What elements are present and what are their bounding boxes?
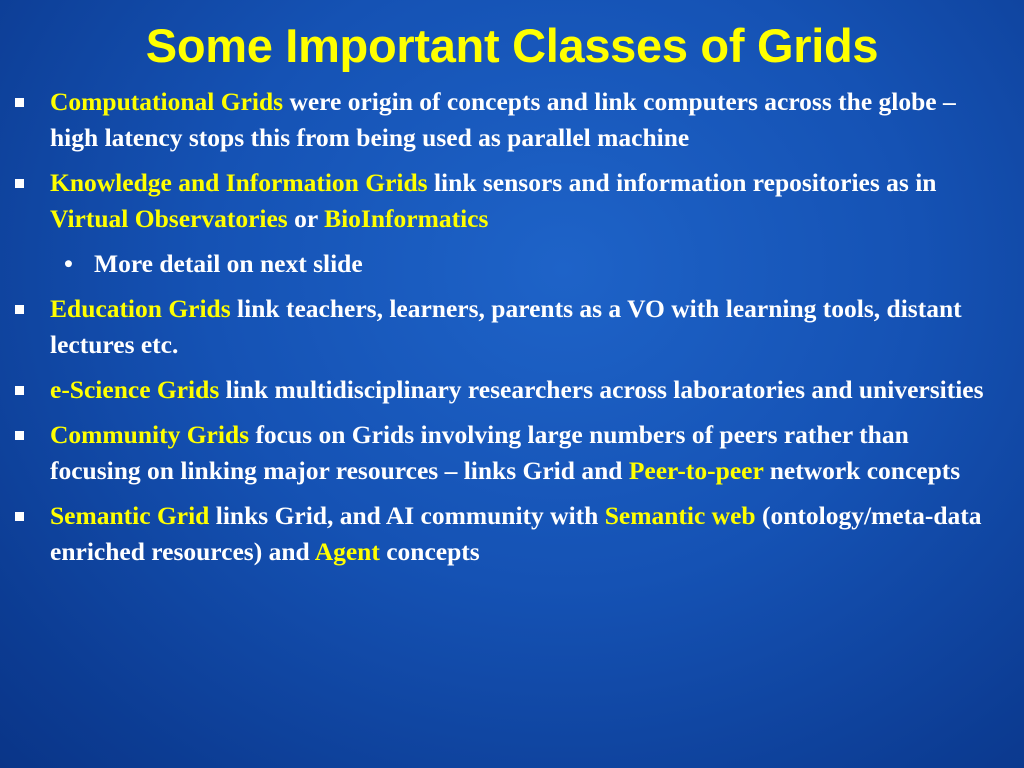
bullet-item-community-grids	[0, 417, 1024, 489]
bullet-text: (ontology/meta-data enriched resources) and	[50, 501, 982, 566]
sub-bullet-text: More detail on next slide	[94, 249, 363, 278]
square-bullet-icon	[15, 98, 24, 107]
bullet-text: link teachers, learners, parents as a VO with learning tools, distant lectures etc.	[50, 294, 962, 359]
bullet-text: focus on Grids involving large numbers of peers rather than focusing on linking major resources – links Grid and	[50, 420, 909, 485]
highlight-term: Peer-to-peer	[628, 456, 764, 485]
bullet-item-semantic-grid	[0, 498, 1024, 570]
highlight-term: Knowledge and Information Grids	[50, 168, 428, 197]
highlight-term: e-Science Grids	[50, 375, 220, 404]
highlight-term: Agent	[314, 537, 380, 566]
highlight-term: Virtual Observatories	[50, 204, 288, 233]
slide-title: Some Important Classes of Grids	[145, 19, 879, 72]
bullet-text: links Grid, and AI community with	[209, 501, 605, 530]
square-bullet-icon	[15, 512, 24, 521]
bullet-text: or	[287, 204, 325, 233]
square-bullet-icon	[15, 305, 24, 314]
bullet-text: link multidisciplinary researchers across laboratories and universities	[219, 375, 984, 404]
bullet-list	[0, 84, 1024, 579]
bullet-text: were origin of concepts and link computers across the globe – high latency stops this from being used as parallel machine	[50, 87, 956, 152]
bullet-text: network concepts	[763, 456, 961, 485]
bullet-item-knowledge-grids	[0, 165, 1024, 237]
bullet-item-escience-grids	[0, 372, 1024, 408]
square-bullet-icon	[15, 179, 24, 188]
highlight-term: Semantic web	[604, 501, 756, 530]
highlight-term: Community Grids	[50, 420, 250, 449]
highlight-term: Education Grids	[50, 294, 231, 323]
square-bullet-icon	[15, 386, 24, 395]
highlight-term: Semantic Grid	[50, 501, 210, 530]
highlight-term: Computational Grids	[50, 87, 284, 116]
highlight-term: BioInformatics	[324, 204, 489, 233]
square-bullet-icon	[15, 431, 24, 440]
bullet-item-education-grids	[0, 291, 1024, 363]
dot-bullet-icon: •	[64, 249, 73, 278]
bullet-text: concepts	[379, 537, 480, 566]
sub-bullet-item	[0, 246, 1024, 282]
bullet-item-computational-grids	[0, 84, 1024, 156]
bullet-text: link sensors and information repositories as in	[427, 168, 937, 197]
